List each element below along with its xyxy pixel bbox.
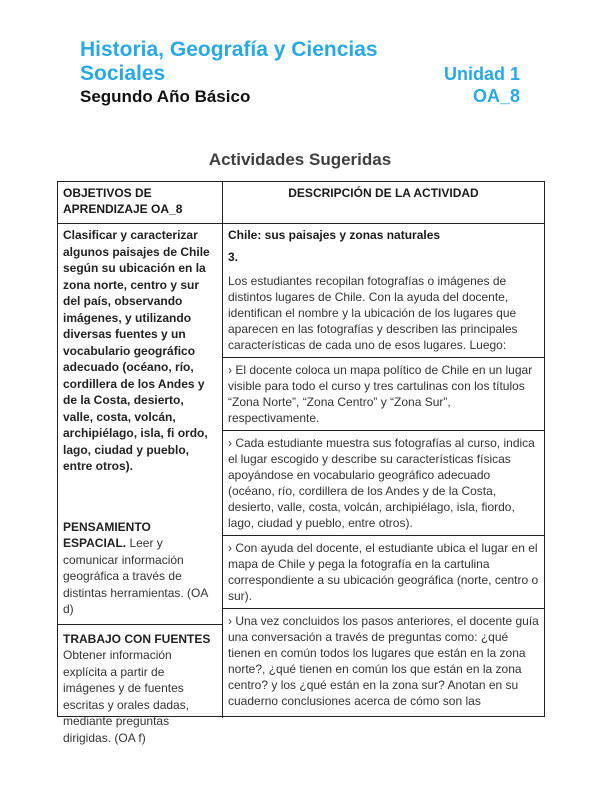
activity-title: Chile: sus paisajes y zonas naturales — [228, 228, 441, 242]
skill-sources — [63, 631, 217, 747]
activity-bullet-4: › Una vez concluidos los pasos anteriores, el docente guía una conversación a través de preguntas como: ¿qué tienen en común todos los lugares que están en la zona norte?, ¿qué tienen en común los que están en la zona centro? y los ¿qué están en la zona sur? Anotan en su cuaderno conclusiones acerca de cómo son las — [228, 614, 539, 708]
skill-spatial-thinking — [63, 519, 217, 618]
activity-number: 3. — [228, 250, 239, 264]
grade-row — [80, 86, 520, 107]
table-body-row — [58, 224, 544, 745]
skill-spatial-text: Leer y comunicar información geográfica a través de distintas herramientas. (OA d) — [63, 536, 208, 616]
objectives-cell — [58, 224, 223, 745]
activity-cell — [223, 224, 544, 718]
activity-bullet-1: › El docente coloca un mapa político de Chile en un lugar visible para todo el curso y tres cartulinas con los títulos “Zona Norte”, “Zona Centro” y “Zona Sur”, respectivamente. — [228, 363, 533, 425]
title-row — [80, 62, 520, 86]
subject-title-line2: Sociales — [80, 62, 166, 85]
skill-divider — [58, 624, 222, 625]
grade-label: Segundo Año Básico — [80, 87, 251, 106]
skill-sources-text: Obtener información explícita a partir de imágenes y de fuentes escritas y orales dadas, mediante preguntas dirigidas. (OA f) — [63, 648, 190, 745]
col2-header: DESCRIPCIÓN DE LA ACTIVIDAD — [288, 186, 479, 200]
skill-sources-title: TRABAJO CON FUENTES — [63, 631, 211, 646]
col1-header: OBJETIVOS DE APRENDIZAJE OA_8 — [58, 182, 223, 223]
activity-intro: Los estudiantes recopilan fotografías o imágenes de distintos lugares de Chile. Con la ayuda del docente, identifican el nombre y la ubicación de los lugares que aparecen en las fotografías y describen las principales características de cada uno de esos lugares. Luego: — [228, 274, 518, 352]
skill-spatial-title: PENSAMIENTO ESPACIAL. — [63, 519, 151, 550]
table-header-row — [58, 182, 544, 224]
unit-label: Unidad 1 — [443, 64, 520, 84]
learning-objective: Clasificar y caracterizar algunos paisajes de Chile según su ubicación en la zona norte, centro y sur del país, observando imágenes, y utilizando diversas fuentes y un vocabulario geográfico adecuado (océano, río, cordillera de los Andes y de la Costa, desierto, valle, costa, volcán, archipiélago, isla, fi ordo, lago, ciudad y pueblo, entre otros). — [63, 228, 210, 473]
subject-title-line1: Historia, Geografía y Ciencias — [80, 38, 378, 61]
activities-table — [57, 181, 545, 745]
section-title: Actividades Sugeridas — [208, 150, 392, 169]
activity-bullet-2: › Cada estudiante muestra sus fotografías al curso, indica el lugar escogido y describe su características físicas apoyándose en vocabulario geográfico adecuado (océano, río, cordillera de los Andes y de la Costa, desierto, valle, costa, volcán, archipiélago, isla, fiordo, lago, ciudad y pueblo, entre otros). — [228, 436, 535, 530]
oa-label: OA_8 — [472, 86, 520, 106]
document-header — [80, 38, 520, 107]
activity-bullet-3: › Con ayuda del docente, el estudiante ubica el lugar en el mapa de Chile y pega la fotografía en la cartulina correspondiente a su ubicación geográfica (norte, centro o sur). — [228, 541, 539, 603]
